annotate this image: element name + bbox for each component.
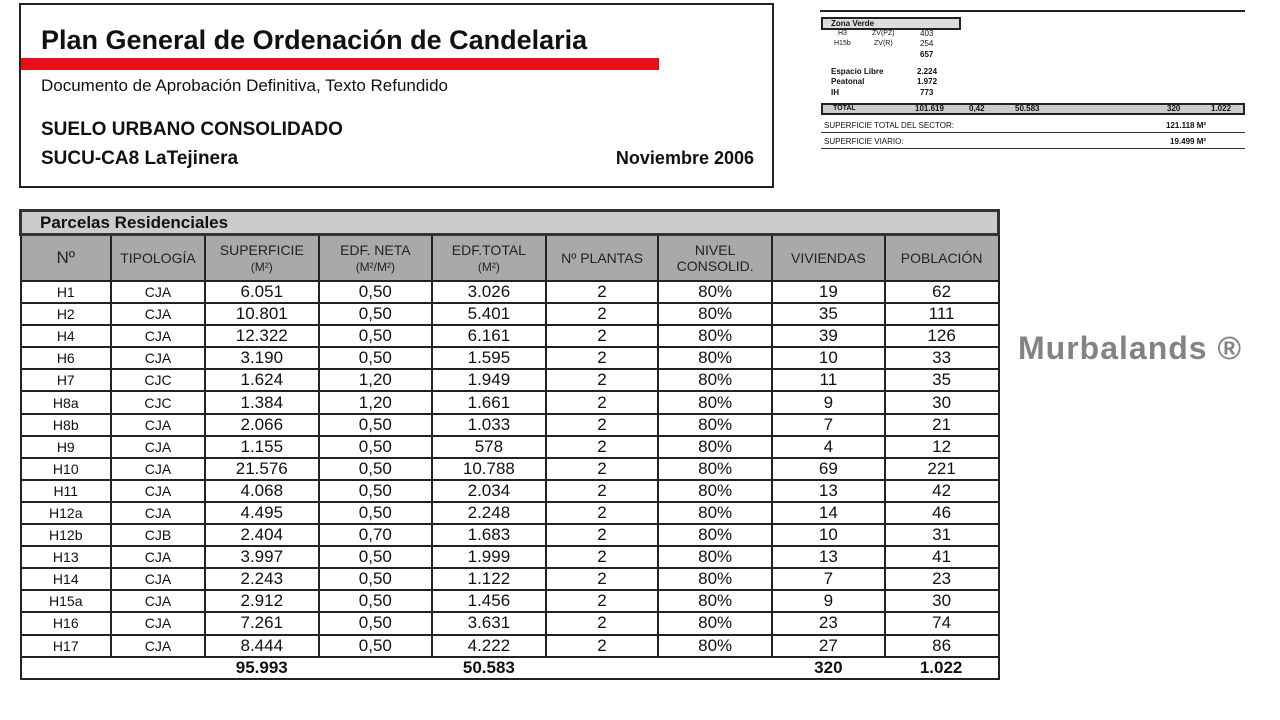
- table-cell: CJA: [111, 635, 205, 657]
- table-cell: 9: [772, 391, 885, 413]
- table-cell: 0,50: [319, 347, 432, 369]
- table-cell: H13: [21, 546, 112, 568]
- empty-cell: [21, 657, 112, 679]
- table-cell: 80%: [658, 524, 772, 546]
- table-cell: 2: [546, 369, 659, 391]
- table-row: [21, 369, 999, 391]
- table-cell: 30: [885, 391, 999, 413]
- table-cell: H12a: [21, 502, 112, 524]
- zv-value: 403: [920, 29, 934, 38]
- table-cell: H10: [21, 458, 112, 480]
- document-header: [19, 3, 774, 188]
- table-cell: 4.222: [432, 635, 546, 657]
- table-cell: 4.068: [205, 480, 319, 502]
- column-header: VIVIENDAS: [772, 235, 885, 282]
- table-cell: 0,70: [319, 524, 432, 546]
- table-cell: 4: [772, 436, 885, 458]
- total-label: TOTAL: [833, 105, 856, 112]
- table-cell: 9: [772, 590, 885, 612]
- zv-total: 657: [920, 50, 934, 59]
- table-cell: 35: [772, 303, 885, 325]
- zv-type: ZV(PZ): [872, 30, 895, 37]
- document-subtitle: Documento de Aprobación Definitiva, Texto Refundido: [41, 76, 448, 95]
- section-title: SUELO URBANO CONSOLIDADO: [41, 119, 343, 140]
- column-header: POBLACIÓN: [885, 235, 999, 282]
- table-row: [21, 347, 999, 369]
- table-cell: 10.788: [432, 458, 546, 480]
- table-cell: 12: [885, 436, 999, 458]
- table-cell: 74: [885, 612, 999, 634]
- table-cell: CJA: [111, 436, 205, 458]
- empty-cell: [658, 657, 772, 679]
- table-cell: 12.322: [205, 325, 319, 347]
- table-cell: 2.912: [205, 590, 319, 612]
- column-header: Nº PLANTAS: [546, 235, 659, 282]
- table-cell: H8b: [21, 414, 112, 436]
- ih-label: IH: [831, 88, 839, 97]
- table-cell: 0,50: [319, 303, 432, 325]
- table-row: [21, 635, 999, 657]
- table-cell: 10: [772, 524, 885, 546]
- column-header: SUPERFICIE (M²): [205, 235, 319, 282]
- summary-total-row: [821, 103, 1245, 115]
- zv-id: H15b: [834, 40, 851, 47]
- peatonal-label: Peatonal: [831, 77, 865, 86]
- table-cell: CJA: [111, 590, 205, 612]
- table-cell: 3.190: [205, 347, 319, 369]
- table-cell: 80%: [658, 612, 772, 634]
- table-cell: 27: [772, 635, 885, 657]
- table-cell: 80%: [658, 347, 772, 369]
- document-title: Plan General de Ordenación de Candelaria: [41, 25, 588, 55]
- table-cell: 221: [885, 458, 999, 480]
- table-cell: 39: [772, 325, 885, 347]
- table-cell: 80%: [658, 436, 772, 458]
- table-cell: 13: [772, 546, 885, 568]
- peatonal-value: 1.972: [917, 77, 938, 86]
- table-cell: CJA: [111, 568, 205, 590]
- table-cell: 2: [546, 635, 659, 657]
- table-cell: 2: [546, 391, 659, 413]
- table-row: [21, 590, 999, 612]
- table-cell: 0,50: [319, 414, 432, 436]
- table-cell: CJA: [111, 502, 205, 524]
- table-cell: 1.999: [432, 546, 546, 568]
- table-cell: 8.444: [205, 635, 319, 657]
- sector-name: SUCU-CA8 LaTejinera: [41, 148, 239, 169]
- table-cell: 3.026: [432, 281, 546, 303]
- table-row: [21, 546, 999, 568]
- table-cell: 5.401: [432, 303, 546, 325]
- table-cell: CJA: [111, 546, 205, 568]
- table-cell: 7: [772, 568, 885, 590]
- table-cell: H8a: [21, 391, 112, 413]
- table-cell: 0,50: [319, 325, 432, 347]
- table-cell: 2.243: [205, 568, 319, 590]
- table-cell: 21: [885, 414, 999, 436]
- table-cell: 4.495: [205, 502, 319, 524]
- table-cell: 80%: [658, 568, 772, 590]
- column-header: TIPOLOGÍA: [111, 235, 205, 282]
- table-cell: 0,50: [319, 458, 432, 480]
- red-divider: [21, 58, 659, 70]
- table-cell: CJA: [111, 325, 205, 347]
- table-row: [21, 568, 999, 590]
- table-cell: 1.384: [205, 391, 319, 413]
- table-cell: 578: [432, 436, 546, 458]
- table-cell: 62: [885, 281, 999, 303]
- table-cell: 0,50: [319, 281, 432, 303]
- empty-cell: [319, 657, 432, 679]
- table-cell: 7: [772, 414, 885, 436]
- total-superficie: 101.619: [915, 104, 944, 113]
- table-cell: 7.261: [205, 612, 319, 634]
- table-row: [21, 414, 999, 436]
- table-cell: H12b: [21, 524, 112, 546]
- table-cell: 2: [546, 325, 659, 347]
- table-cell: 2: [546, 281, 659, 303]
- table-cell: 1,20: [319, 391, 432, 413]
- table-cell: 1.155: [205, 436, 319, 458]
- table-cell: 14: [772, 502, 885, 524]
- total-edf-neta: 0,42: [969, 104, 985, 113]
- table-row: [21, 524, 999, 546]
- table-cell: 2: [546, 347, 659, 369]
- table-cell: 111: [885, 303, 999, 325]
- table-cell: 80%: [658, 458, 772, 480]
- table-cell: 19: [772, 281, 885, 303]
- table-cell: 80%: [658, 635, 772, 657]
- zona-verde-heading: Zona Verde: [821, 17, 961, 30]
- table-cell: H1: [21, 281, 112, 303]
- table-row: [21, 480, 999, 502]
- table-cell: 10: [772, 347, 885, 369]
- total-viviendas: 320: [1167, 104, 1181, 113]
- table-cell: 35: [885, 369, 999, 391]
- table-cell: 80%: [658, 281, 772, 303]
- superficie-total-row: [821, 120, 1245, 133]
- espacio-libre-label: Espacio Libre: [831, 67, 884, 76]
- column-header: Nº: [21, 235, 112, 282]
- table-row: [21, 458, 999, 480]
- superficie-viario-value: 19.499 M²: [1170, 137, 1207, 146]
- table-cell: 2: [546, 524, 659, 546]
- superficie-total-value: 121.118 M²: [1166, 121, 1207, 130]
- table-cell: H7: [21, 369, 112, 391]
- table-cell: 1.624: [205, 369, 319, 391]
- column-header: EDF. NETA (M²/M²): [319, 235, 432, 282]
- watermark: Murbalands ®: [1018, 330, 1243, 366]
- table-cell: CJC: [111, 369, 205, 391]
- table-cell: H17: [21, 635, 112, 657]
- table-cell: 2: [546, 502, 659, 524]
- table-cell: 1.456: [432, 590, 546, 612]
- table-cell: H9: [21, 436, 112, 458]
- table-cell: 0,50: [319, 502, 432, 524]
- table-cell: 1.949: [432, 369, 546, 391]
- table-cell: 31: [885, 524, 999, 546]
- table-cell: 80%: [658, 480, 772, 502]
- table-row: [21, 281, 999, 303]
- table-cell: 11: [772, 369, 885, 391]
- table-cell: 0,50: [319, 436, 432, 458]
- table-cell: 2: [546, 458, 659, 480]
- table-cell: 23: [885, 568, 999, 590]
- total-poblacion: 1.022: [1211, 104, 1232, 113]
- table-cell: 6.161: [432, 325, 546, 347]
- table-row: [21, 303, 999, 325]
- table-cell: 80%: [658, 369, 772, 391]
- summary-panel: [820, 10, 1245, 146]
- table-cell: 1.661: [432, 391, 546, 413]
- table-cell: 41: [885, 546, 999, 568]
- table-cell: 2: [546, 568, 659, 590]
- table-cell: 80%: [658, 414, 772, 436]
- table-cell: CJC: [111, 391, 205, 413]
- empty-cell: [546, 657, 659, 679]
- table-cell: 126: [885, 325, 999, 347]
- table-cell: CJA: [111, 347, 205, 369]
- espacio-libre-value: 2.224: [917, 67, 938, 76]
- zv-value: 254: [920, 39, 934, 48]
- table-row: [21, 391, 999, 413]
- table-cell: 0,50: [319, 590, 432, 612]
- table-cell: H4: [21, 325, 112, 347]
- table-cell: 0,50: [319, 612, 432, 634]
- table-cell: 2: [546, 612, 659, 634]
- table-cell: 2.034: [432, 480, 546, 502]
- table-cell: H14: [21, 568, 112, 590]
- document-date: Noviembre 2006: [615, 148, 754, 168]
- table-cell: 3.631: [432, 612, 546, 634]
- table-cell: CJA: [111, 414, 205, 436]
- table-cell: 1.122: [432, 568, 546, 590]
- table-cell: 21.576: [205, 458, 319, 480]
- table-caption: Parcelas Residenciales: [21, 211, 999, 235]
- zv-id: H3: [838, 30, 847, 37]
- table-cell: H15a: [21, 590, 112, 612]
- table-cell: 46: [885, 502, 999, 524]
- table-cell: 2: [546, 546, 659, 568]
- table-cell: 1.683: [432, 524, 546, 546]
- table-cell: H16: [21, 612, 112, 634]
- parcelas-table: [19, 209, 1000, 680]
- table-cell: CJA: [111, 281, 205, 303]
- table-row: [21, 612, 999, 634]
- table-header-row: [21, 235, 999, 282]
- table-cell: 0,50: [319, 635, 432, 657]
- table-cell: 1.595: [432, 347, 546, 369]
- table-cell: 6.051: [205, 281, 319, 303]
- superficie-total-label: SUPERFICIE TOTAL DEL SECTOR:: [824, 121, 954, 130]
- total-poblacion: 1.022: [885, 657, 999, 679]
- total-superficie: 95.993: [205, 657, 319, 679]
- table-cell: 30: [885, 590, 999, 612]
- table-cell: 2: [546, 303, 659, 325]
- ih-value: 773: [920, 88, 934, 97]
- table-cell: 2: [546, 414, 659, 436]
- table-cell: 2.404: [205, 524, 319, 546]
- table-row: [21, 325, 999, 347]
- table-row: [21, 502, 999, 524]
- table-cell: CJA: [111, 303, 205, 325]
- column-header: EDF.TOTAL (M²): [432, 235, 546, 282]
- table-cell: 69: [772, 458, 885, 480]
- table-cell: 2: [546, 436, 659, 458]
- table-cell: 80%: [658, 502, 772, 524]
- table-cell: 2: [546, 590, 659, 612]
- table-cell: 33: [885, 347, 999, 369]
- total-edf_total: 50.583: [432, 657, 546, 679]
- table-cell: H2: [21, 303, 112, 325]
- table-cell: 80%: [658, 391, 772, 413]
- table-cell: 0,50: [319, 568, 432, 590]
- table-cell: 80%: [658, 590, 772, 612]
- table-cell: 13: [772, 480, 885, 502]
- table-cell: 0,50: [319, 480, 432, 502]
- total-viviendas: 320: [772, 657, 885, 679]
- table-cell: 80%: [658, 325, 772, 347]
- table-cell: CJA: [111, 480, 205, 502]
- table-cell: 2.248: [432, 502, 546, 524]
- table-cell: CJA: [111, 458, 205, 480]
- table-cell: 2: [546, 480, 659, 502]
- table-row: [21, 436, 999, 458]
- table-cell: CJA: [111, 612, 205, 634]
- table-cell: 2.066: [205, 414, 319, 436]
- totals-row: [21, 657, 999, 679]
- empty-cell: [111, 657, 205, 679]
- zv-type: ZV(R): [874, 40, 893, 47]
- table-cell: H6: [21, 347, 112, 369]
- superficie-viario-row: [821, 136, 1245, 149]
- divider: [820, 10, 1245, 12]
- table-cell: 80%: [658, 546, 772, 568]
- total-edf-total: 50.583: [1015, 104, 1040, 113]
- table-cell: 86: [885, 635, 999, 657]
- column-header: NIVEL CONSOLID.: [658, 235, 772, 282]
- table-cell: 10.801: [205, 303, 319, 325]
- table-cell: 0,50: [319, 546, 432, 568]
- table-cell: 3.997: [205, 546, 319, 568]
- table-cell: H11: [21, 480, 112, 502]
- table-cell: 23: [772, 612, 885, 634]
- table-body: [21, 281, 999, 679]
- table-cell: CJB: [111, 524, 205, 546]
- table-cell: 42: [885, 480, 999, 502]
- table-cell: 1.033: [432, 414, 546, 436]
- table-cell: 1,20: [319, 369, 432, 391]
- superficie-viario-label: SUPERFICIE VIARIO:: [824, 137, 904, 146]
- table-cell: 80%: [658, 303, 772, 325]
